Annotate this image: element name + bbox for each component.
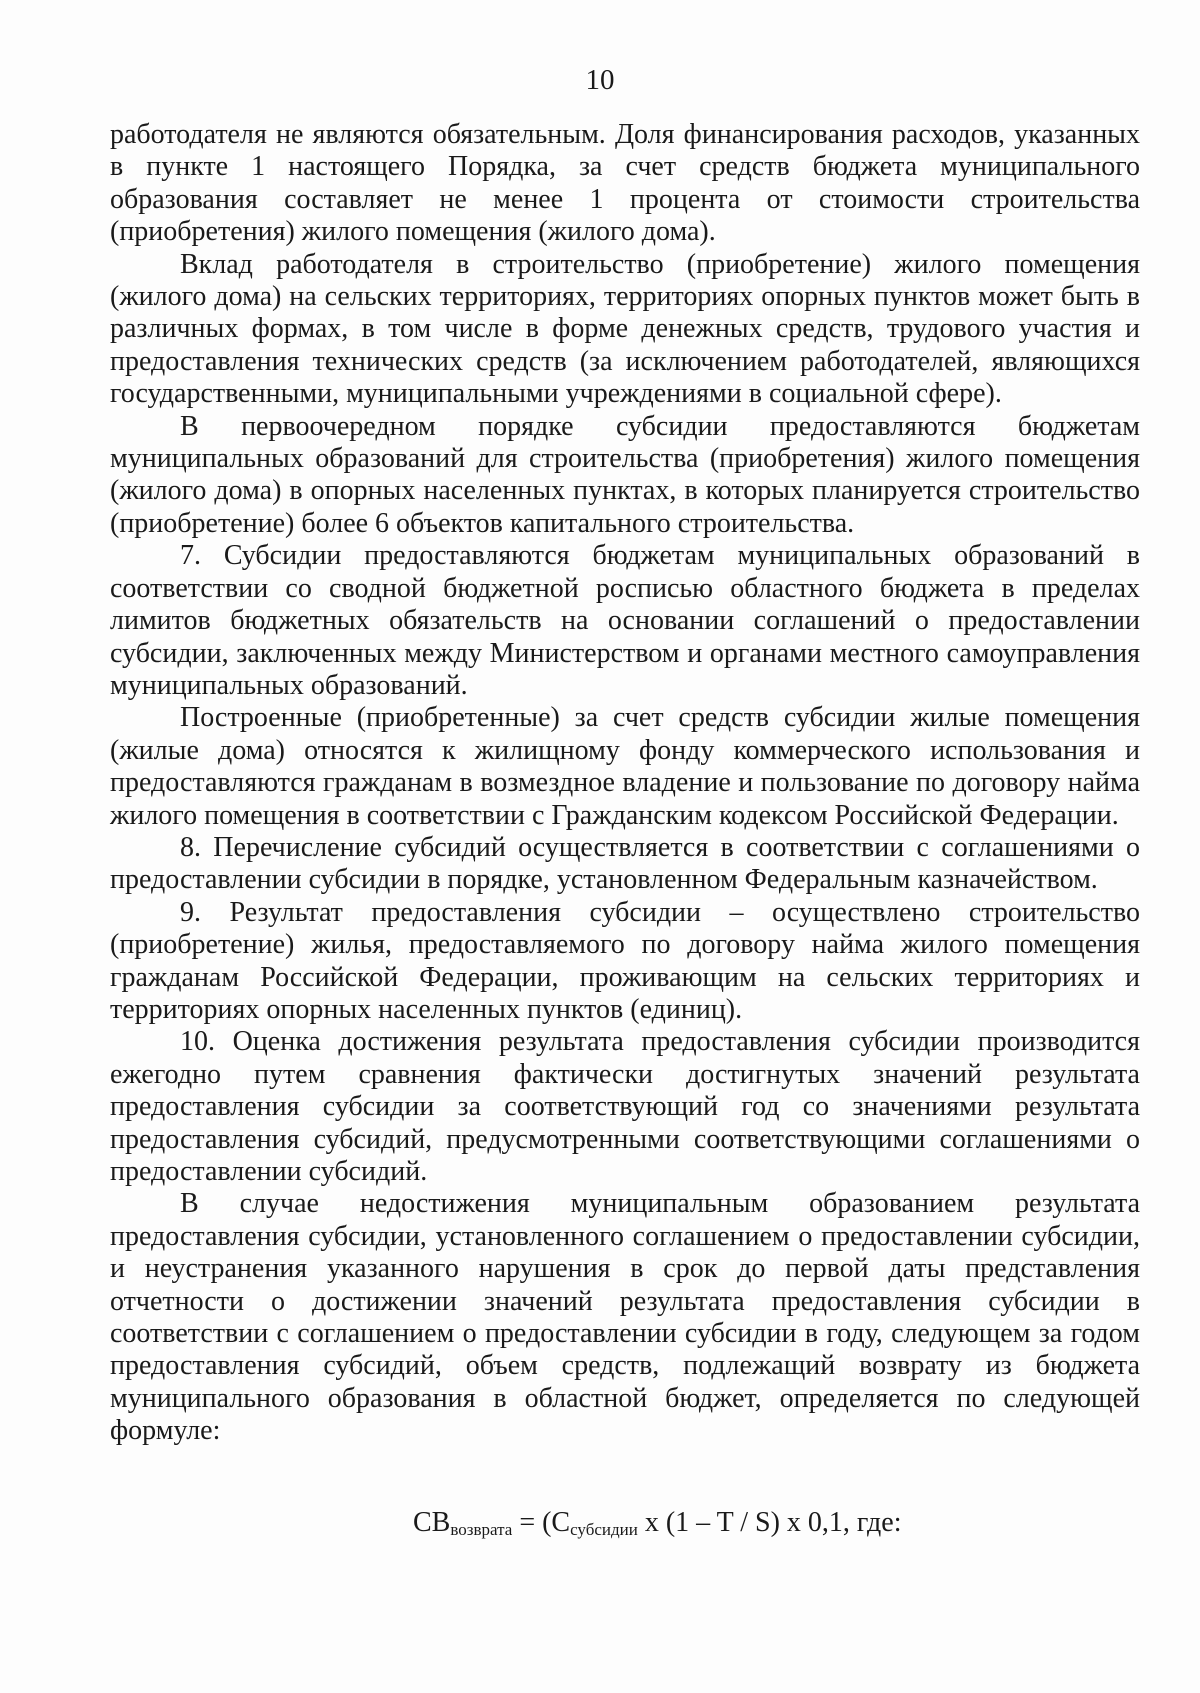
paragraph-1: работодателя не являются обязательным. Доля финансирования расходов, указанных в пункте 1 настоящего Порядка, за счет средств бюджета муниципального образования составляет не менее 1 процента от стоимости строительства (приобретения) жилого помещения (жилого дома).	[110, 119, 1140, 248]
page-number: 10	[585, 64, 615, 96]
formula-rhs-subscript: субсидии	[570, 1520, 638, 1539]
document-body	[110, 119, 1140, 1448]
paragraph-6: 8. Перечисление субсидий осуществляется в соответствии с соглашениями о предоставлении субсидии в порядке, установленном Федеральным казначейством.	[110, 831, 1140, 896]
paragraph-9: В случае недостижения муниципальным образованием результата предоставления субсидии, установленного соглашением о предоставлении субсидии, и неустранения указанного нарушения в срок до первой даты представления отчетности о достижении значений результата предоставления субсидии в соответствии с соглашением о предоставлении субсидии в году, следующем за годом предоставления субсидий, объем средств, подлежащий возврату из бюджета муниципального образования в областной бюджет, определяется по следующей формуле:	[110, 1188, 1140, 1447]
formula-lhs: СВ	[413, 1507, 451, 1538]
formula-rest: x (1 – T / S) x 0,1, где:	[637, 1507, 902, 1538]
paragraph-5: Построенные (приобретенные) за счет средств субсидии жилые помещения (жилые дома) относятся к жилищному фонду коммерческого использования и предоставляются гражданам в возмездное владение и пользование по договору найма жилого помещения в соответствии с Гражданским кодексом Российской Федерации.	[110, 702, 1140, 831]
refund-formula	[413, 1503, 1133, 1543]
paragraph-3: В первоочередном порядке субсидии предоставляются бюджетам муниципальных образований для строительства (приобретения) жилого помещения (жилого дома) в опорных населенных пунктах, в которых планируется строительство (приобретение) более 6 объектов капитального строительства.	[110, 410, 1140, 539]
formula-equals: = (С	[512, 1507, 571, 1538]
formula-lhs-subscript: возврата	[450, 1520, 513, 1539]
paragraph-4: 7. Субсидии предоставляются бюджетам муниципальных образований в соответствии со сводной бюджетной росписью областного бюджета в пределах лимитов бюджетных обязательств на основании соглашений о предоставлении субсидии, заключенных между Министерством и органами местного самоуправления муниципальных образований.	[110, 540, 1140, 701]
paragraph-7: 9. Результат предоставления субсидии – осуществлено строительство (приобретение) жилья, предоставляемого по договору найма жилого помещения гражданам Российской Федерации, проживающим на сельских территориях и территориях опорных населенных пунктов (единиц).	[110, 896, 1140, 1025]
paragraph-8: 10. Оценка достижения результата предоставления субсидии производится ежегодно путем сравнения фактически достигнутых значений результата предоставления субсидии за соответствующий год со значениями результата предоставления субсидий, предусмотренными соответствующими соглашениями о предоставлении субсидий.	[110, 1026, 1140, 1187]
paragraph-2: Вклад работодателя в строительство (приобретение) жилого помещения (жилого дома) на сельских территориях, территориях опорных пунктов может быть в различных формах, в том числе в форме денежных средств, трудового участия и предоставления технических средств (за исключением работодателей, являющихся государственными, муниципальными учреждениями в социальной сфере).	[110, 248, 1140, 410]
